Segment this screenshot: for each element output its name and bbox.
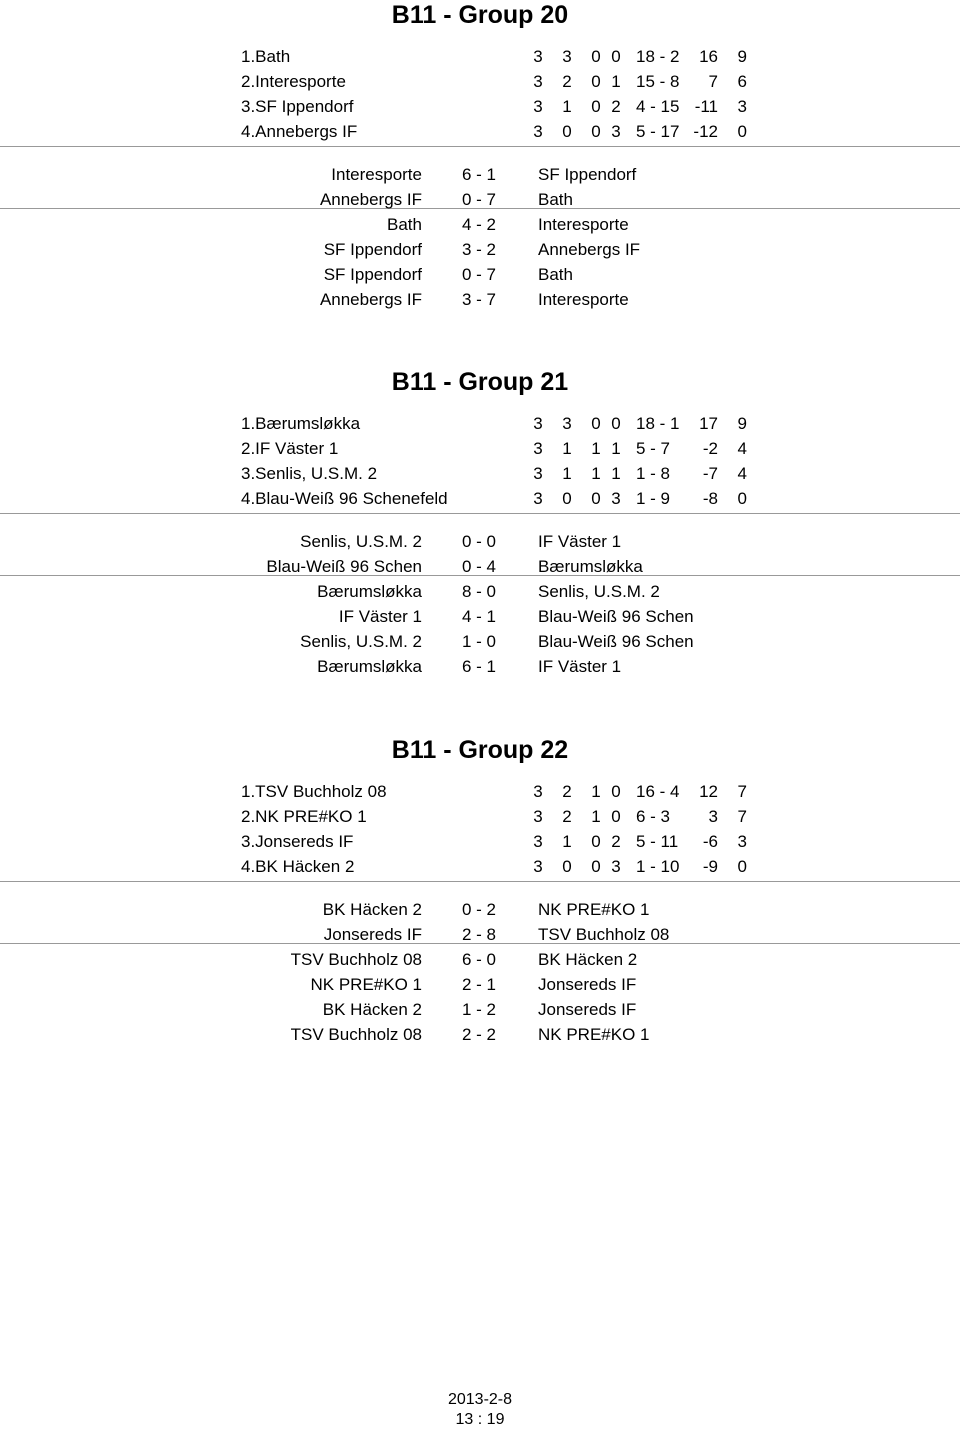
away-team: IF Väster 1 <box>538 657 622 676</box>
goal-diff: -6 <box>702 832 718 851</box>
lost: 3 <box>611 122 621 141</box>
drawn: 1 <box>591 439 601 458</box>
played: 3 <box>533 97 543 116</box>
goal-diff: -11 <box>694 97 718 116</box>
match-row <box>0 654 960 679</box>
won: 1 <box>562 832 572 851</box>
away-team: Interesporte <box>538 215 629 234</box>
drawn: 1 <box>591 807 601 826</box>
home-team: NK PRE#KO 1 <box>310 975 422 994</box>
match-row <box>0 162 960 187</box>
goals: 5 - 7 <box>636 439 671 458</box>
lost: 0 <box>611 807 621 826</box>
home-team: Annebergs IF <box>319 190 422 209</box>
match-score: 0 - 4 <box>462 557 497 576</box>
points: 4 <box>737 464 747 483</box>
won: 0 <box>562 857 572 876</box>
goal-diff: -12 <box>693 122 718 141</box>
won: 1 <box>562 97 572 116</box>
home-team: Annebergs IF <box>319 290 422 309</box>
drawn: 1 <box>591 782 601 801</box>
match-row <box>0 947 960 972</box>
group-title: B11 - Group 20 <box>391 1 569 29</box>
match-score: 2 - 2 <box>462 1025 497 1044</box>
goals: 5 - 17 <box>636 122 680 141</box>
played: 3 <box>533 489 543 508</box>
team-name: 3.SF Ippendorf <box>241 97 354 116</box>
home-team: TSV Buchholz 08 <box>290 1025 422 1044</box>
match-row <box>0 972 960 997</box>
drawn: 0 <box>591 47 601 66</box>
away-team: Jonsereds IF <box>538 1000 637 1019</box>
won: 3 <box>562 47 572 66</box>
standings-row <box>0 44 960 69</box>
goals: 6 - 3 <box>636 807 671 826</box>
match-row <box>0 604 960 629</box>
goals: 5 - 11 <box>636 832 679 851</box>
away-team: Senlis, U.S.M. 2 <box>538 582 660 601</box>
played: 3 <box>533 857 543 876</box>
goal-diff: 7 <box>708 72 718 91</box>
goals: 1 - 8 <box>636 464 671 483</box>
standings-row <box>0 461 960 486</box>
played: 3 <box>533 832 543 851</box>
away-team: Bath <box>538 265 573 284</box>
away-team: Blau-Weiß 96 Schen <box>538 632 694 651</box>
drawn: 0 <box>591 97 601 116</box>
home-team: Bærumsløkka <box>317 657 422 676</box>
standings-row <box>0 436 960 461</box>
points: 0 <box>737 122 747 141</box>
away-team: TSV Buchholz 08 <box>538 925 670 944</box>
home-team: BK Häcken 2 <box>322 1000 422 1019</box>
team-name: 4.BK Häcken 2 <box>241 857 355 876</box>
away-team: IF Väster 1 <box>538 532 622 551</box>
team-name: 3.Senlis, U.S.M. 2 <box>241 464 378 483</box>
team-name: 1.Bærumsløkka <box>241 414 361 433</box>
standings-row <box>0 829 960 854</box>
match-score: 4 - 1 <box>462 607 497 626</box>
match-row <box>0 579 960 604</box>
match-row <box>0 287 960 312</box>
drawn: 0 <box>591 832 601 851</box>
drawn: 0 <box>591 414 601 433</box>
home-team: Bærumsløkka <box>317 582 422 601</box>
separator-line <box>0 513 960 514</box>
team-name: 2.NK PRE#KO 1 <box>241 807 367 826</box>
home-team: Bath <box>387 215 422 234</box>
match-row <box>0 237 960 262</box>
lost: 3 <box>611 489 621 508</box>
goals: 16 - 4 <box>636 782 680 801</box>
separator-line <box>0 881 960 882</box>
footer-date: 2013-2-8 <box>447 1391 513 1408</box>
standings-row <box>0 854 960 879</box>
team-name: 1.TSV Buchholz 08 <box>241 782 387 801</box>
away-team: SF Ippendorf <box>538 165 637 184</box>
team-name: 2.Interesporte <box>241 72 346 91</box>
standings-row <box>0 779 960 804</box>
away-team: Interesporte <box>538 290 629 309</box>
match-score: 6 - 1 <box>462 657 497 676</box>
standings-row <box>0 486 960 511</box>
goal-diff: -2 <box>702 439 718 458</box>
won: 2 <box>562 72 572 91</box>
home-team: Senlis, U.S.M. 2 <box>300 532 422 551</box>
team-name: 1.Bath <box>241 47 291 66</box>
away-team: Blau-Weiß 96 Schen <box>538 607 694 626</box>
goals: 1 - 10 <box>636 857 680 876</box>
match-row <box>0 212 960 237</box>
match-row <box>0 897 960 922</box>
match-row <box>0 1022 960 1047</box>
match-score: 6 - 0 <box>462 950 497 969</box>
home-team: Blau-Weiß 96 Schen <box>266 557 422 576</box>
goal-diff: -7 <box>702 464 718 483</box>
home-team: Senlis, U.S.M. 2 <box>300 632 422 651</box>
goals: 18 - 1 <box>636 414 680 433</box>
away-team: Jonsereds IF <box>538 975 637 994</box>
standings-row <box>0 119 960 144</box>
match-score: 1 - 2 <box>462 1000 497 1019</box>
separator-line <box>0 146 960 147</box>
away-team: BK Häcken 2 <box>538 950 638 969</box>
won: 2 <box>562 782 572 801</box>
lost: 1 <box>611 439 621 458</box>
points: 3 <box>737 97 747 116</box>
played: 3 <box>533 439 543 458</box>
match-score: 0 - 7 <box>462 265 497 284</box>
goal-diff: 17 <box>699 414 718 433</box>
match-score: 8 - 0 <box>462 582 497 601</box>
goal-diff: 16 <box>699 47 718 66</box>
match-score: 0 - 0 <box>462 532 497 551</box>
away-team: Bath <box>538 190 573 209</box>
team-name: 3.Jonsereds IF <box>241 832 354 851</box>
lost: 0 <box>611 47 621 66</box>
match-score: 3 - 7 <box>462 290 497 309</box>
points: 3 <box>737 832 747 851</box>
won: 1 <box>562 464 572 483</box>
played: 3 <box>533 47 543 66</box>
goals: 18 - 2 <box>636 47 680 66</box>
goals: 15 - 8 <box>636 72 680 91</box>
points: 0 <box>737 489 747 508</box>
won: 0 <box>562 489 572 508</box>
drawn: 1 <box>591 464 601 483</box>
standings-row <box>0 804 960 829</box>
goals: 1 - 9 <box>636 489 671 508</box>
home-team: BK Häcken 2 <box>322 900 422 919</box>
played: 3 <box>533 122 543 141</box>
match-score: 3 - 2 <box>462 240 497 259</box>
away-team: NK PRE#KO 1 <box>538 1025 650 1044</box>
group-title: B11 - Group 22 <box>391 736 569 764</box>
goal-diff: 3 <box>708 807 718 826</box>
standings-row <box>0 411 960 436</box>
away-team: Bærumsløkka <box>538 557 643 576</box>
goal-diff: 12 <box>699 782 718 801</box>
lost: 3 <box>611 857 621 876</box>
away-team: NK PRE#KO 1 <box>538 900 650 919</box>
goals: 4 - 15 <box>636 97 680 116</box>
lost: 0 <box>611 782 621 801</box>
home-team: SF Ippendorf <box>323 265 422 284</box>
played: 3 <box>533 414 543 433</box>
match-row <box>0 262 960 287</box>
played: 3 <box>533 807 543 826</box>
drawn: 0 <box>591 122 601 141</box>
points: 9 <box>737 414 747 433</box>
points: 7 <box>737 782 747 801</box>
match-score: 0 - 2 <box>462 900 497 919</box>
group-title: B11 - Group 21 <box>391 368 569 396</box>
played: 3 <box>533 72 543 91</box>
drawn: 0 <box>591 857 601 876</box>
team-name: 4.Blau-Weiß 96 Schenefeld <box>241 489 448 508</box>
standings-row <box>0 69 960 94</box>
points: 4 <box>737 439 747 458</box>
match-score: 6 - 1 <box>462 165 497 184</box>
home-team: IF Väster 1 <box>338 607 422 626</box>
match-row <box>0 187 960 212</box>
match-row <box>0 629 960 654</box>
match-score: 2 - 8 <box>462 925 497 944</box>
goal-diff: -8 <box>702 489 718 508</box>
lost: 1 <box>611 72 621 91</box>
match-score: 0 - 7 <box>462 190 497 209</box>
team-name: 4.Annebergs IF <box>241 122 358 141</box>
played: 3 <box>533 464 543 483</box>
played: 3 <box>533 782 543 801</box>
match-row <box>0 997 960 1022</box>
home-team: Interesporte <box>331 165 422 184</box>
points: 9 <box>737 47 747 66</box>
won: 2 <box>562 807 572 826</box>
goal-diff: -9 <box>702 857 718 876</box>
won: 3 <box>562 414 572 433</box>
lost: 2 <box>611 832 621 851</box>
points: 0 <box>737 857 747 876</box>
won: 0 <box>562 122 572 141</box>
points: 7 <box>737 807 747 826</box>
lost: 1 <box>611 464 621 483</box>
match-row <box>0 554 960 579</box>
lost: 2 <box>611 97 621 116</box>
standings-row <box>0 94 960 119</box>
footer-page: 13 : 19 <box>455 1411 505 1428</box>
away-team: Annebergs IF <box>538 240 641 259</box>
match-score: 1 - 0 <box>462 632 497 651</box>
match-score: 2 - 1 <box>462 975 497 994</box>
drawn: 0 <box>591 72 601 91</box>
match-row <box>0 922 960 947</box>
won: 1 <box>562 439 572 458</box>
points: 6 <box>737 72 747 91</box>
drawn: 0 <box>591 489 601 508</box>
home-team: TSV Buchholz 08 <box>290 950 422 969</box>
match-row <box>0 529 960 554</box>
match-score: 4 - 2 <box>462 215 497 234</box>
home-team: SF Ippendorf <box>323 240 422 259</box>
home-team: Jonsereds IF <box>323 925 422 944</box>
lost: 0 <box>611 414 621 433</box>
team-name: 2.IF Väster 1 <box>241 439 339 458</box>
